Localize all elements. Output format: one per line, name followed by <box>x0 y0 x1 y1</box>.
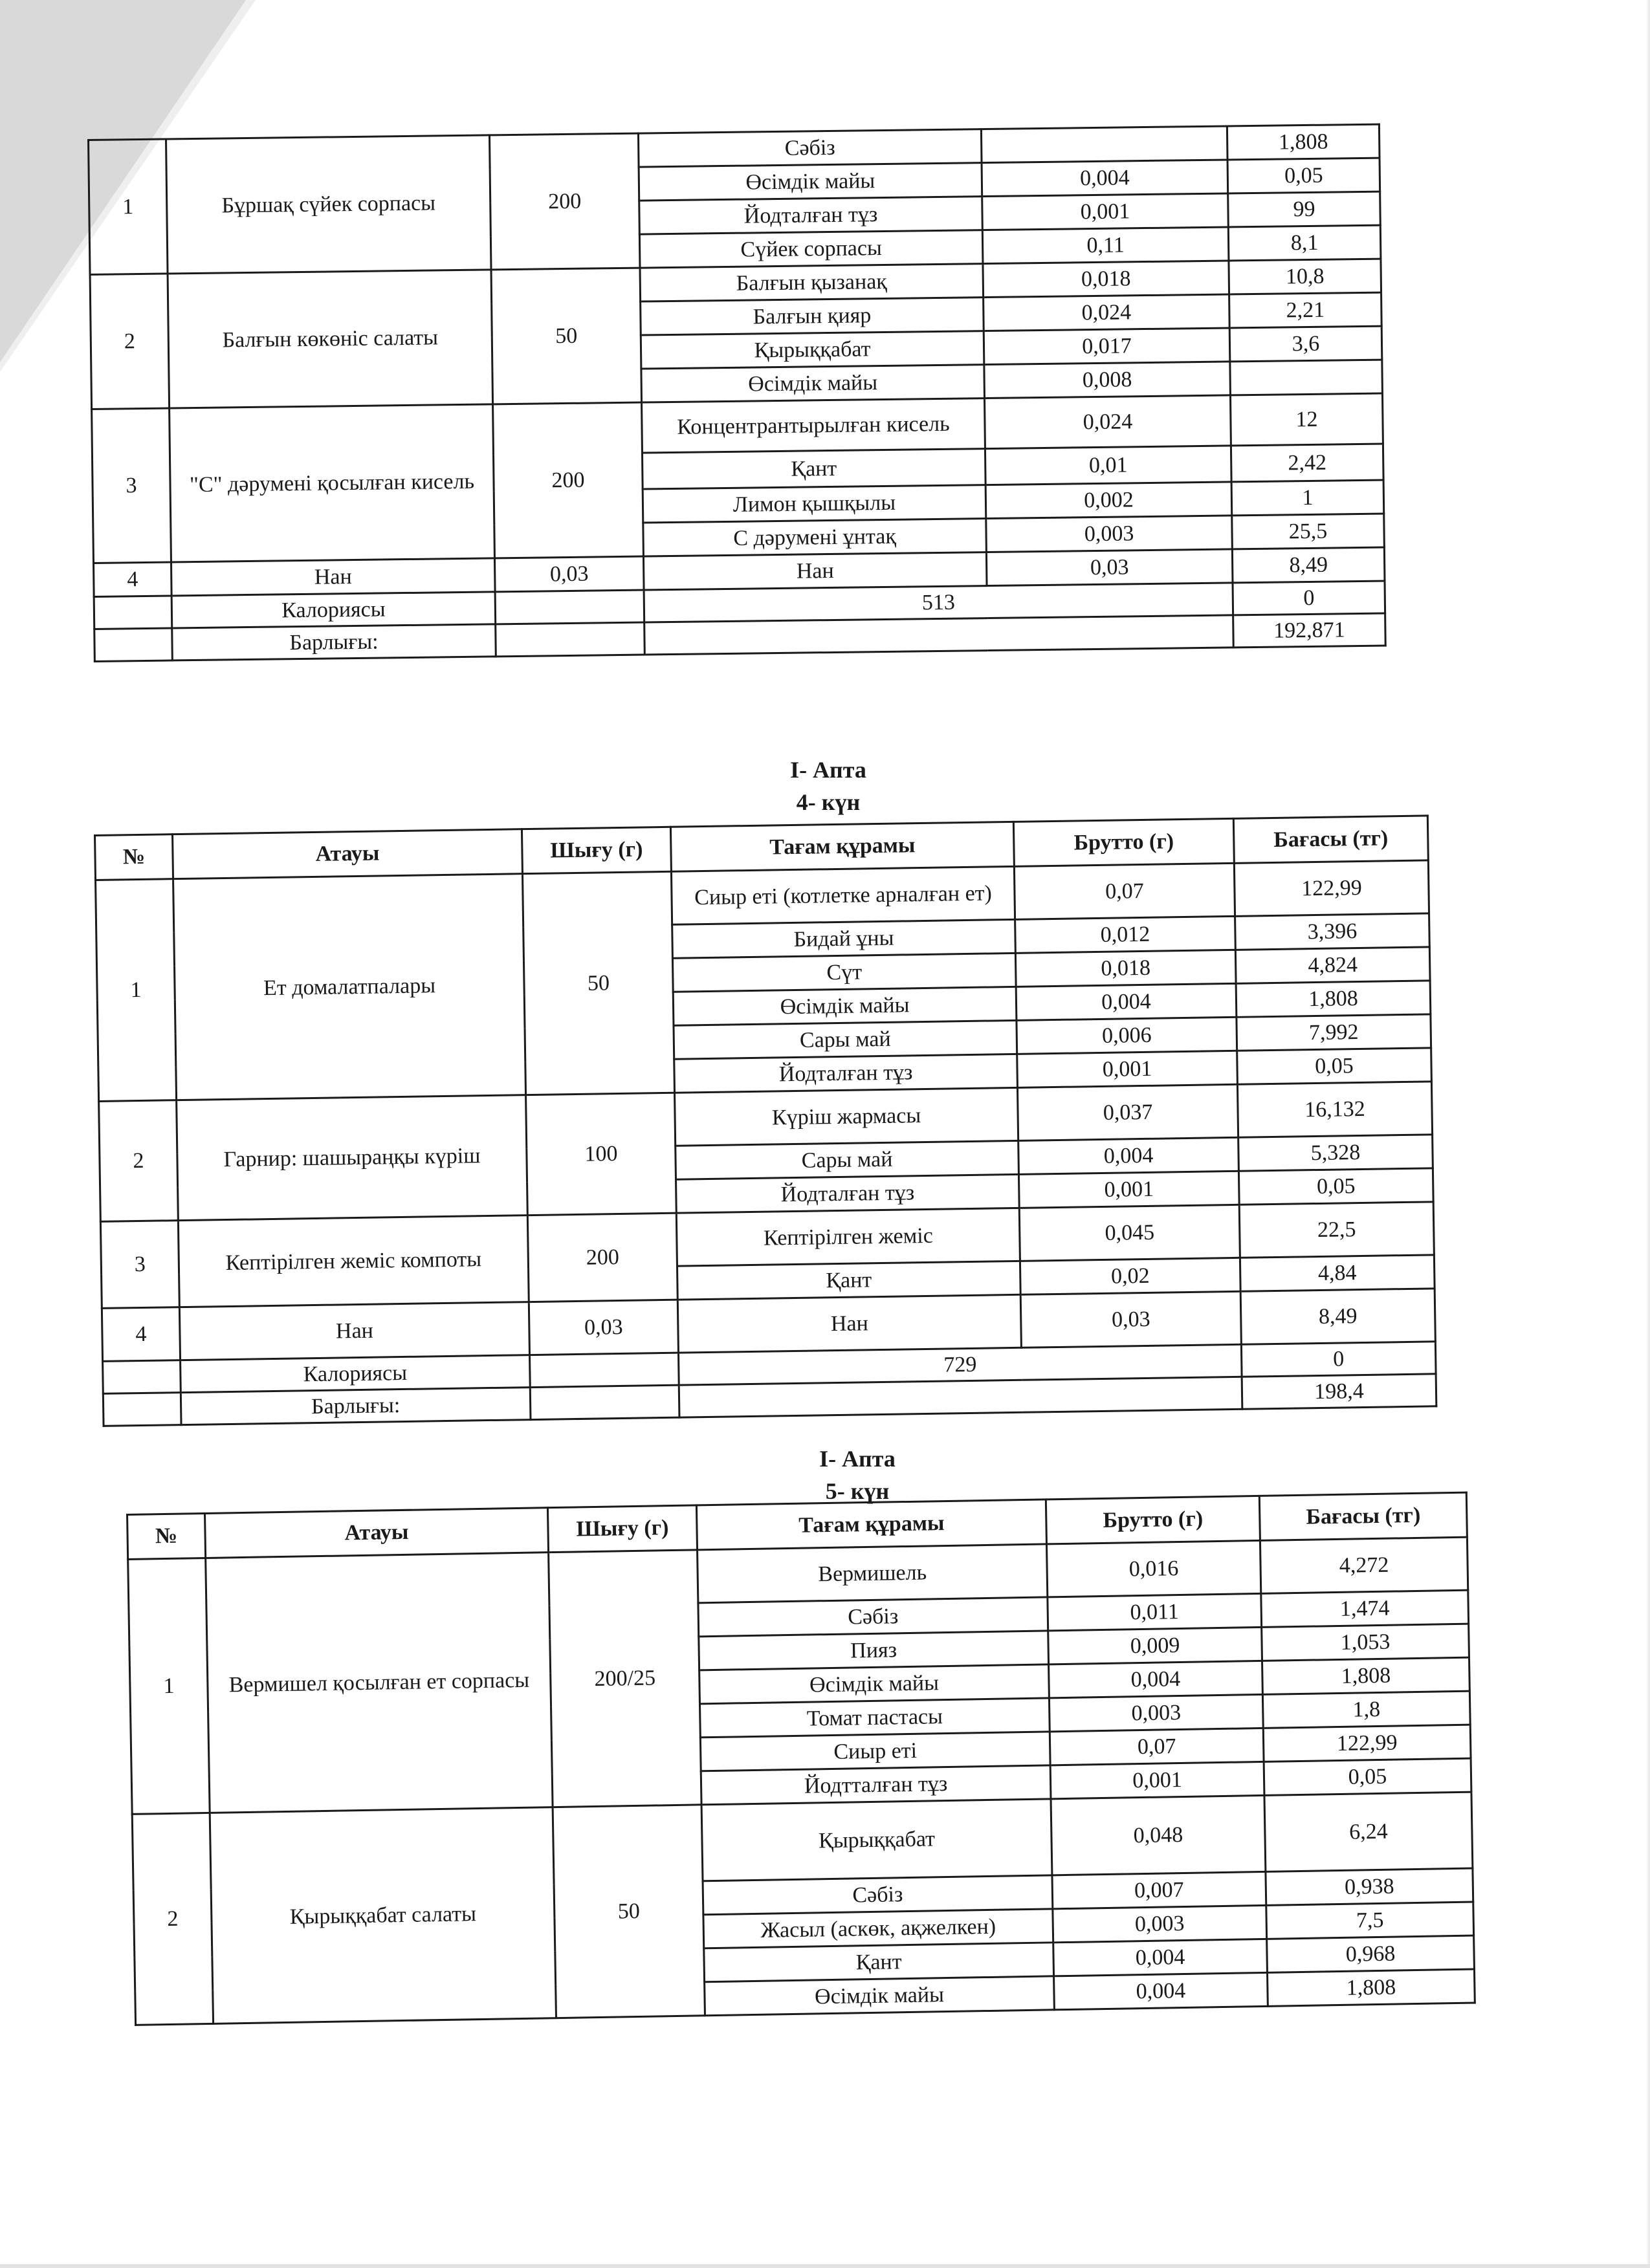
column-header: Бағасы (тг) <box>1233 816 1428 863</box>
dish-number: 2 <box>90 274 170 409</box>
ingredient-gross: 0,024 <box>984 294 1230 331</box>
ingredient-name: Балғын қызанақ <box>640 264 984 301</box>
dish-number: 3 <box>92 408 171 563</box>
menu-table-day3 <box>87 124 1385 662</box>
column-header: Тағам құрамы <box>696 1499 1046 1550</box>
ingredient-gross: 0,07 <box>1014 863 1235 919</box>
dish-number: 1 <box>96 879 177 1102</box>
menu-table-day5 <box>126 1492 1474 2026</box>
ingredient-price: 0,938 <box>1266 1868 1473 1905</box>
page-bottom-edge <box>0 2264 1650 2268</box>
ingredient-price: 1,808 <box>1236 981 1431 1017</box>
ingredient-gross: 0,07 <box>1050 1728 1264 1765</box>
ingredient-price: 1,808 <box>1268 1969 1475 2006</box>
ingredient-price: 4,272 <box>1260 1537 1468 1593</box>
calorie-label: Калориясы <box>171 592 496 628</box>
ingredient-gross: 0,001 <box>1018 1171 1239 1208</box>
dish-name: Вермишел қосылған ет сорпасы <box>206 1553 553 1813</box>
column-header: Брутто (г) <box>1046 1496 1260 1543</box>
ingredient-name: Сәбіз <box>698 1597 1048 1637</box>
ingredient-price: 1,808 <box>1227 124 1380 160</box>
ingredient-gross: 0,004 <box>982 160 1228 197</box>
total-value: 198,4 <box>1242 1374 1436 1409</box>
blank-cell <box>530 1353 679 1387</box>
blank-cell <box>496 622 645 657</box>
dish-number: 1 <box>128 1558 210 1814</box>
column-header: Шығу (г) <box>522 827 671 873</box>
ingredient-gross: 0,001 <box>982 193 1229 230</box>
calorie-price: 0 <box>1233 581 1385 615</box>
ingredient-gross: 0,002 <box>985 482 1232 519</box>
ingredient-price <box>1230 360 1383 395</box>
ingredient-gross: 0,024 <box>984 395 1231 449</box>
ingredient-gross: 0,037 <box>1017 1084 1238 1140</box>
ingredient-name: Сиыр еті (котлетке арналған ет) <box>671 866 1015 924</box>
ingredient-gross: 0,004 <box>1016 983 1237 1020</box>
ingredient-price: 0,05 <box>1264 1758 1471 1795</box>
ingredient-gross: 0,004 <box>1053 1939 1268 1976</box>
column-header: № <box>127 1513 206 1559</box>
ingredient-name: Өсімдік майы <box>641 365 985 402</box>
dish-name: Нан <box>179 1302 529 1360</box>
week-label: І- Апта <box>819 1446 896 1472</box>
ingredient-price: 22,5 <box>1239 1202 1434 1258</box>
dish-number: 2 <box>99 1100 179 1222</box>
ingredient-name: Өсімдік майы <box>699 1664 1050 1704</box>
ingredient-price: 122,99 <box>1263 1725 1471 1761</box>
ingredient-name: Сүйек сорпасы <box>639 230 983 268</box>
ingredient-price: 122,99 <box>1234 860 1429 916</box>
blank-cell <box>94 628 173 661</box>
menu-table-day4 <box>94 814 1435 1426</box>
menu-table <box>94 814 1437 1427</box>
dish-yield: 50 <box>522 871 674 1095</box>
total-label: Барлығы: <box>181 1388 531 1425</box>
ingredient-price: 0,05 <box>1237 1048 1432 1084</box>
calorie-price: 0 <box>1241 1342 1436 1377</box>
ingredient-price: 8,49 <box>1232 547 1385 583</box>
dish-name: Қырыққабат салаты <box>210 1807 556 2024</box>
blank-cell <box>103 1393 181 1426</box>
ingredient-price: 2,42 <box>1231 444 1383 482</box>
ingredient-name: Кептірілген жеміс <box>676 1208 1020 1266</box>
ingredient-name: Томат пастасы <box>699 1698 1050 1738</box>
blank-cell <box>644 615 1234 655</box>
calorie-value: 729 <box>678 1344 1242 1385</box>
calorie-label: Калориясы <box>181 1355 531 1393</box>
dish-number: 3 <box>100 1221 179 1309</box>
ingredient-name: Бидай ұны <box>672 919 1016 958</box>
ingredient-name: Лимон қышқылы <box>643 485 986 523</box>
ingredient-gross: 0,004 <box>1049 1661 1263 1697</box>
column-header: Шығу (г) <box>547 1505 697 1553</box>
ingredient-name: Сәбіз <box>703 1875 1053 1915</box>
ingredient-gross: 0,02 <box>1020 1258 1240 1294</box>
ingredient-price: 8,1 <box>1228 225 1381 261</box>
ingredient-name: Концентрантырылған кисель <box>642 398 985 453</box>
dish-name: Кептірілген жеміс компоты <box>178 1216 529 1307</box>
ingredient-name: Сары май <box>674 1020 1017 1059</box>
ingredient-name: Балғын қияр <box>641 298 984 335</box>
ingredient-price: 8,49 <box>1240 1289 1435 1344</box>
ingredient-price: 25,5 <box>1232 514 1385 549</box>
ingredient-gross: 0,008 <box>984 362 1231 398</box>
ingredient-gross: 0,01 <box>985 446 1231 485</box>
ingredient-name: Өсімдік майы <box>639 163 982 201</box>
ingredient-price: 6,24 <box>1264 1792 1473 1871</box>
ingredient-price: 99 <box>1228 191 1381 227</box>
dish-yield: 200/25 <box>549 1550 702 1807</box>
column-header: Тағам құрамы <box>670 822 1014 871</box>
ingredient-name: С дәрумені ұнтақ <box>643 519 987 556</box>
ingredient-gross: 0,011 <box>1048 1593 1262 1630</box>
ingredient-gross: 0,012 <box>1015 916 1236 953</box>
dish-number: 1 <box>89 139 168 274</box>
week-label: І- Апта <box>790 757 866 783</box>
ingredient-name: Жасыл (аскөк, ақжелкен) <box>703 1909 1053 1948</box>
ingredient-gross: 0,003 <box>986 516 1233 552</box>
ingredient-name: Пияз <box>699 1631 1049 1670</box>
dish-name: Гарнир: шашыраңқы күріш <box>177 1095 528 1221</box>
ingredient-name: Вермишель <box>698 1544 1048 1603</box>
ingredient-gross: 0,048 <box>1051 1795 1266 1875</box>
ingredient-price: 1 <box>1231 480 1384 516</box>
ingredient-name: Сары май <box>676 1140 1019 1179</box>
ingredient-name: Сәбіз <box>638 129 982 167</box>
ingredient-name: Йодтталған тұз <box>701 1765 1051 1805</box>
ingredient-price: 1,053 <box>1262 1624 1469 1661</box>
day-label: 5- күн <box>825 1478 890 1504</box>
ingredient-name: Өсімдік майы <box>705 1976 1055 2016</box>
ingredient-price: 0,968 <box>1267 1935 1475 1972</box>
ingredient-price: 1,808 <box>1262 1657 1470 1694</box>
column-header: Атауы <box>173 829 523 879</box>
ingredient-name: Йодталған тұз <box>674 1054 1018 1093</box>
ingredient-name: Қант <box>642 449 985 489</box>
blank-cell <box>94 596 172 629</box>
dish-name: "С" дәрумені қосылған кисель <box>170 404 495 562</box>
ingredient-name: Нан <box>677 1294 1021 1353</box>
blank-cell <box>530 1385 679 1419</box>
day-label: 4- күн <box>796 789 861 815</box>
total-value: 192,871 <box>1233 613 1386 648</box>
menu-table <box>126 1492 1476 2026</box>
column-header: Атауы <box>205 1508 549 1558</box>
ingredient-gross: 0,006 <box>1017 1017 1237 1054</box>
dish-yield: 0,03 <box>529 1300 678 1355</box>
day-heading <box>696 1443 1019 1507</box>
ingredient-name: Өсімдік майы <box>673 987 1017 1025</box>
ingredient-name: Йодталған тұз <box>639 197 983 234</box>
ingredient-price: 1,474 <box>1261 1590 1469 1627</box>
ingredient-gross: 0,03 <box>1020 1291 1241 1347</box>
dish-yield: 200 <box>527 1213 677 1302</box>
ingredient-price: 3,396 <box>1235 913 1430 950</box>
dish-name: Нан <box>171 558 495 596</box>
calorie-value: 513 <box>644 583 1233 622</box>
ingredient-gross: 0,017 <box>984 328 1230 365</box>
ingredient-gross: 0,003 <box>1053 1905 1267 1942</box>
ingredient-name: Қант <box>704 1943 1054 1982</box>
day-heading <box>666 754 990 818</box>
ingredient-gross: 0,001 <box>1050 1761 1264 1798</box>
dish-number: 4 <box>94 562 172 596</box>
ingredient-name: Қырыққабат <box>641 331 984 369</box>
ingredient-name: Қырыққабат <box>701 1799 1052 1881</box>
ingredient-gross: 0,004 <box>1018 1137 1239 1174</box>
ingredient-name: Сиыр еті <box>700 1732 1050 1771</box>
ingredient-gross: 0,003 <box>1049 1694 1263 1731</box>
menu-table <box>87 124 1387 662</box>
dish-name: Балғын көкөніс салаты <box>168 270 493 408</box>
ingredient-gross: 0,007 <box>1052 1871 1266 1908</box>
ingredient-name: Күріш жармасы <box>675 1087 1018 1146</box>
ingredient-name: Йодталған тұз <box>676 1174 1020 1213</box>
dish-yield: 100 <box>526 1093 677 1215</box>
dish-yield: 0,03 <box>494 556 644 592</box>
dish-yield: 50 <box>553 1805 705 2018</box>
dish-yield: 200 <box>489 133 640 270</box>
ingredient-gross <box>981 126 1227 163</box>
ingredient-name: Қант <box>677 1261 1020 1300</box>
ingredient-price: 0,05 <box>1227 158 1380 193</box>
ingredient-price: 7,992 <box>1237 1014 1431 1051</box>
dish-number: 4 <box>102 1307 180 1362</box>
ingredient-price: 12 <box>1230 393 1383 446</box>
ingredient-gross: 0,018 <box>983 261 1229 298</box>
ingredient-gross: 0,016 <box>1046 1540 1260 1597</box>
column-header: № <box>95 834 173 880</box>
ingredient-price: 4,824 <box>1235 947 1430 983</box>
ingredient-gross: 0,018 <box>1015 950 1236 987</box>
blank-cell <box>103 1360 181 1394</box>
ingredient-price: 16,132 <box>1237 1082 1432 1137</box>
page-edge <box>1646 0 1650 2268</box>
column-header: Брутто (г) <box>1013 818 1234 866</box>
blank-cell <box>495 590 644 624</box>
ingredient-price: 2,21 <box>1229 292 1382 328</box>
ingredient-gross: 0,03 <box>986 549 1233 586</box>
dish-name: Ет домалатпалары <box>173 874 526 1100</box>
ingredient-price: 4,84 <box>1240 1255 1435 1291</box>
dish-yield: 200 <box>493 402 644 558</box>
ingredient-gross: 0,004 <box>1054 1972 1268 2009</box>
ingredient-gross: 0,045 <box>1019 1205 1240 1261</box>
dish-yield: 50 <box>491 268 642 404</box>
ingredient-gross: 0,11 <box>982 227 1229 264</box>
ingredient-price: 1,8 <box>1262 1691 1470 1728</box>
ingredient-price: 10,8 <box>1229 259 1381 294</box>
ingredient-gross: 0,001 <box>1017 1051 1238 1087</box>
dish-number: 2 <box>132 1813 213 2025</box>
column-header: Бағасы (тг) <box>1259 1492 1467 1540</box>
ingredient-name: Нан <box>643 552 987 590</box>
ingredient-price: 0,05 <box>1238 1168 1433 1205</box>
ingredient-price: 3,6 <box>1229 326 1382 362</box>
ingredient-gross: 0,009 <box>1048 1627 1262 1664</box>
dish-name: Бұршақ сүйек сорпасы <box>166 135 492 274</box>
ingredient-price: 5,328 <box>1238 1135 1433 1171</box>
ingredient-price: 7,5 <box>1266 1902 1474 1939</box>
ingredient-name: Сүт <box>672 953 1016 992</box>
total-label: Барлығы: <box>172 624 496 660</box>
